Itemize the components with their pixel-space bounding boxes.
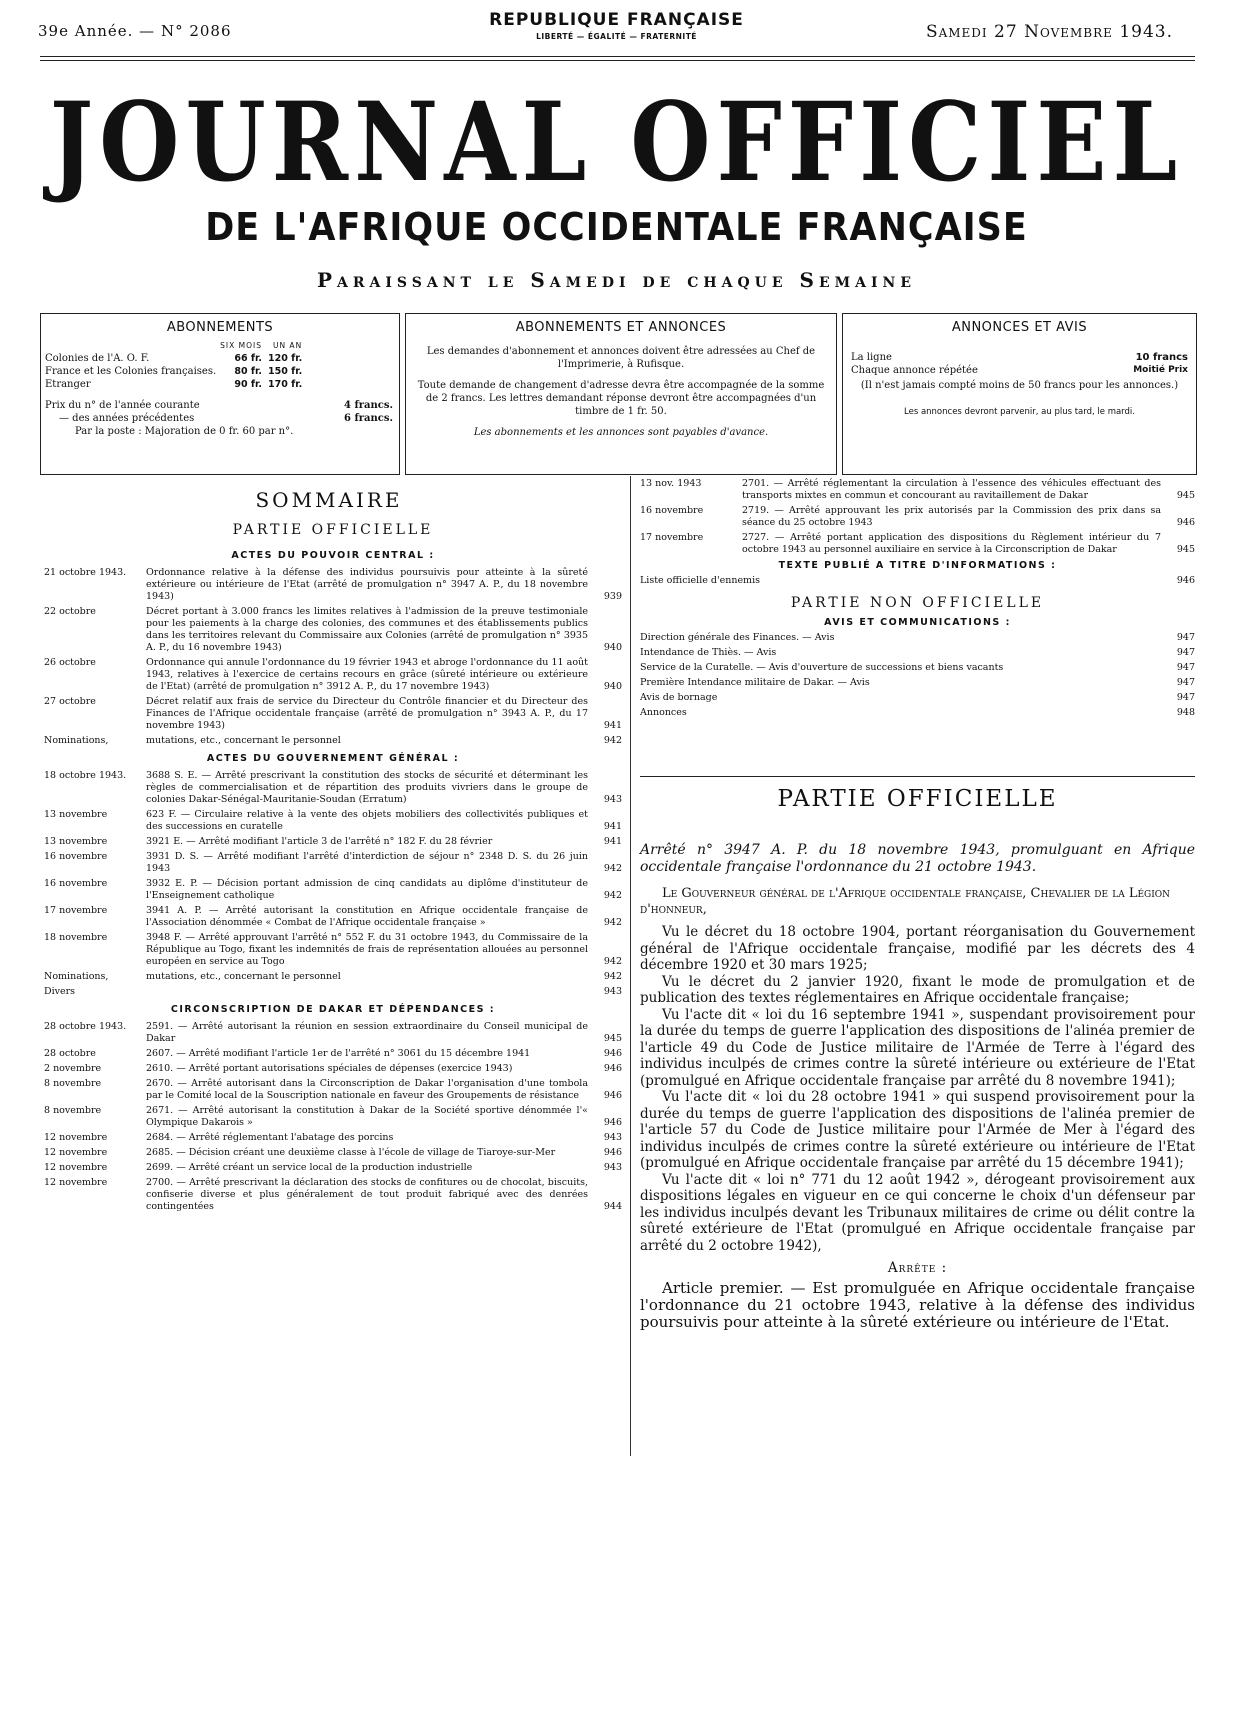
arrete-word: Arrête : xyxy=(887,1260,948,1276)
list-dakar xyxy=(44,1021,622,1213)
toc-entry-text: Décret relatif aux frais de service du Directeur du Contrôle financier et du Directeur des Finances de l'Afrique occidentale française (arrêté de promulgation n° 3943 A. P., du 17 novembre 1943) xyxy=(146,696,588,731)
toc-entry-page: 941 xyxy=(603,836,622,847)
toc-entry-date: Nominations, xyxy=(44,735,109,746)
toc-entry xyxy=(640,575,1195,587)
toc-entry-page: 939 xyxy=(603,591,622,602)
toc-entry-page: 942 xyxy=(603,735,622,746)
toc-entry-text: Avis de bornage xyxy=(640,692,718,703)
toc-entry xyxy=(44,1063,622,1075)
toc-entry-date: 12 novembre xyxy=(44,1132,108,1143)
toc-entry-date: 18 novembre xyxy=(44,932,108,943)
col-six-months: SIX MOIS xyxy=(220,341,262,350)
toc-entry-text: 3948 F. — Arrêté approuvant l'arrêté n° 552 F. du 31 octobre 1943, du Commissaire de la République au Togo, fixant les indemnités de frais de représentation allouées au personnel européen en service au Togo xyxy=(146,932,588,967)
republic-motto: LIBERTÉ — ÉGALITÉ — FRATERNITÉ xyxy=(536,32,697,41)
toc-entry-text: Service de la Curatelle. — Avis d'ouverture de successions et biens vacants xyxy=(640,662,1004,673)
toc-entry-date: 22 octobre xyxy=(44,606,96,617)
issue-prices: Prix du n° de l'année courante 4 francs. — des années précédentes 6 francs. Par la poste : Majoration de 0 fr. 60 par n°. xyxy=(45,400,393,437)
ads-title: ABONNEMENTS ET ANNONCES xyxy=(515,320,727,335)
toc-entry-date: 16 novembre xyxy=(44,878,108,889)
toc-entry-date: 21 octobre 1943. xyxy=(44,567,127,578)
toc-entry-date: 28 octobre xyxy=(44,1048,96,1059)
arrete-title: Arrêté n° 3947 A. P. du 18 novembre 1943, promulguant en Afrique occidentale française l'ordonnance du 21 octobre 1943. xyxy=(640,842,1195,875)
journal-tagline: Paraissant le Samedi de chaque Semaine xyxy=(316,268,917,292)
toc-entry-page: 943 xyxy=(603,986,622,997)
toc-entry-text: Direction générale des Finances. — Avis xyxy=(640,632,835,643)
subscriptions-box xyxy=(40,313,400,475)
toc-entry-page: 947 xyxy=(1176,647,1195,658)
toc-entry-text: Intendance de Thiès. — Avis xyxy=(640,647,777,658)
toc-entry xyxy=(44,1048,622,1060)
toc-entry-page: 945 xyxy=(1176,544,1195,555)
col-year: UN AN xyxy=(272,341,303,350)
toc-entry-text: 2699. — Arrêté créant un service local de la production industrielle xyxy=(146,1162,473,1173)
toc-entry-page: 946 xyxy=(603,1117,622,1128)
subscriptions-title: ABONNEMENTS xyxy=(166,320,274,335)
toc-entry-text: 3941 A. P. — Arrêté autorisant la constitution en Afrique occidentale française de l'Association dénommée « Combat de l'Afrique occidentale française » xyxy=(146,905,588,928)
toc-entry-text: 2607. — Arrêté modifiant l'article 1er de l'arrêté n° 3061 du 15 décembre 1941 xyxy=(146,1048,531,1059)
toc-entry-date: 26 octobre xyxy=(44,657,96,668)
toc-entry xyxy=(44,1162,622,1174)
toc-entry-text: Ordonnance relative à la défense des individus poursuivis pour atteinte à la sûreté extérieure ou intérieure de l'Etat (arrêté de promulgation n° 3947 A. P., du 18 novembre 1943) xyxy=(146,567,588,602)
toc-entry xyxy=(44,971,622,983)
toc-entry-page: 946 xyxy=(603,1048,622,1059)
toc-entry-text: 2719. — Arrêté approuvant les prix autorisés par la Commission des prix dans sa séance du 25 octobre 1943 xyxy=(742,505,1161,528)
toc-entry xyxy=(640,532,1195,556)
section-central: ACTES DU POUVOIR CENTRAL : xyxy=(231,550,435,561)
toc-entry xyxy=(44,606,622,654)
toc-entry xyxy=(640,677,1195,689)
toc-entry-text: 3921 E. — Arrêté modifiant l'article 3 de l'arrêté n° 182 F. du 28 février xyxy=(146,836,493,847)
toc-entry-page: 947 xyxy=(1176,662,1195,673)
toc-entry-date: 16 novembre xyxy=(44,851,108,862)
sommaire-partie-non-officielle: PARTIE NON OFFICIELLE xyxy=(790,595,1045,611)
toc-entry-page: 941 xyxy=(603,821,622,832)
toc-entry-page: 940 xyxy=(603,642,622,653)
issue-date: Samedi 27 Novembre 1943. xyxy=(925,22,1173,42)
toc-entry xyxy=(44,696,622,732)
sommaire-partie-officielle: PARTIE OFFICIELLE xyxy=(232,522,434,538)
toc-entry-page: 945 xyxy=(603,1033,622,1044)
toc-entry xyxy=(640,692,1195,704)
article-premier: Article premier. — Est promulguée en Afrique occidentale française l'ordonnance du 21 octobre 1943, relative à la défense des individus poursuivis pour atteinte à la sûreté extérieure ou intérieure de l'Etat. xyxy=(640,1279,1195,1331)
toc-entry-date: 12 novembre xyxy=(44,1177,108,1188)
toc-entry xyxy=(44,986,622,998)
toc-entry xyxy=(44,1132,622,1144)
toc-entry-page: 943 xyxy=(603,1132,622,1143)
toc-entry-date: 17 novembre xyxy=(640,532,704,543)
notices-box: ANNONCES ET AVIS La ligne 10 francs Chaque annonce répétée Moitié Prix (Il n'est jamais compté moins de 50 francs pour les annonces.) Les annonces devront parvenir, au plus tard, le mardi. xyxy=(842,313,1197,475)
toc-entry-date: 12 novembre xyxy=(44,1147,108,1158)
sommaire-end-rule xyxy=(640,776,1195,777)
toc-entry xyxy=(640,632,1195,644)
toc-entry xyxy=(44,809,622,833)
toc-entry-page: 942 xyxy=(603,956,622,967)
toc-entry-date: 12 novembre xyxy=(44,1162,108,1173)
section-info: TEXTE PUBLIÉ A TITRE D'INFORMATIONS : xyxy=(778,560,1057,571)
toc-entry-text: Décret portant à 3.000 francs les limites relatives à l'admission de la preuve testimoniale pour les paiements à la charge des colonies, des communes et des établissements publics dans les territoires relevant du Commissaire aux Colonies (arrêté de promulgation n° 3935 A. P., du 16 novembre 1943) xyxy=(146,606,588,653)
toc-entry-date: 13 novembre xyxy=(44,836,108,847)
section-general: ACTES DU GOUVERNEMENT GÉNÉRAL : xyxy=(206,753,460,764)
toc-entry xyxy=(44,836,622,848)
toc-entry xyxy=(44,657,622,693)
toc-entry xyxy=(44,1021,622,1045)
toc-entry-page: 946 xyxy=(603,1063,622,1074)
toc-entry xyxy=(640,662,1195,674)
toc-entry xyxy=(44,1078,622,1102)
toc-entry-page: 947 xyxy=(1176,692,1195,703)
toc-entry-page: 942 xyxy=(603,917,622,928)
partie-officielle xyxy=(640,786,1195,1331)
governor-line: Le Gouverneur général de l'Afrique occidentale française, Chevalier de la Légion d'honneur, xyxy=(640,886,1171,917)
toc-entry-date: 18 octobre 1943. xyxy=(44,770,127,781)
section-dakar: CIRCONSCRIPTION DE DAKAR ET DÉPENDANCES : xyxy=(170,1004,496,1015)
toc-entry-text: 2684. — Arrêté réglementant l'abatage des porcins xyxy=(146,1132,394,1143)
toc-entry-text: Liste officielle d'ennemis xyxy=(640,575,760,586)
toc-entry-date: Nominations, xyxy=(44,971,109,982)
toc-entry-text: 3931 D. S. — Arrêté modifiant l'arrêté d'interdiction de séjour n° 2348 D. S. du 26 juin 1943 xyxy=(146,851,588,874)
subscriptions-table xyxy=(45,339,308,391)
toc-entry-page: 947 xyxy=(1176,677,1195,688)
toc-entry-text: 2727. — Arrêté portant application des dispositions du Règlement intérieur du 7 octobre 1943 au personnel auxiliaire en service à la Circonscription de Dakar xyxy=(742,532,1161,555)
toc-entry-text: 3688 S. E. — Arrêté prescrivant la constitution des stocks de sécurité et déterminant les règles de commercialisation et de répartition des produits vivriers dans le groupe de colonies Dakar-Sénégal-Mauritanie-Soudan (Erratum) xyxy=(146,770,588,805)
table-row: Etranger 90 fr. 170 fr. xyxy=(45,379,303,390)
toc-entry-page: 948 xyxy=(1176,707,1195,718)
toc-entry-page: 946 xyxy=(1176,517,1195,528)
issue-number: 39e Année. — N° 2086 xyxy=(38,22,232,40)
toc-entry-date: Divers xyxy=(44,986,76,997)
journal-title: JOURNAL OFFICIEL xyxy=(49,78,1184,206)
list-general xyxy=(44,770,622,998)
toc-entry-text: 623 F. — Circulaire relative à la vente des objets mobiliers des collectivités publiques et des successions en curatelle xyxy=(146,809,588,832)
toc-entry-text: 2701. — Arrêté réglementant la circulation à l'essence des véhicules effectuant des transports mixtes en commun et concourant au ravitaillement de Dakar xyxy=(742,478,1161,501)
toc-entry xyxy=(44,1177,622,1213)
header-rule xyxy=(40,56,1195,57)
toc-entry xyxy=(44,770,622,806)
toc-entry-date: 17 novembre xyxy=(44,905,108,916)
considerants xyxy=(640,924,1195,1254)
considerant-paragraph: Vu le décret du 2 janvier 1920, fixant le mode de promulgation et de publication des textes réglementaires en Afrique occidentale française; xyxy=(640,973,1195,1006)
toc-entry-page: 945 xyxy=(1176,490,1195,501)
sommaire-title: SOMMAIRE xyxy=(255,488,403,512)
toc-entry-date: 28 octobre 1943. xyxy=(44,1021,127,1032)
toc-entry-page: 941 xyxy=(603,720,622,731)
toc-entry xyxy=(44,735,622,747)
toc-entry xyxy=(44,905,622,929)
toc-entry-text: 2591. — Arrêté autorisant la réunion en session extraordinaire du Conseil municipal de Dakar xyxy=(146,1021,588,1044)
section-avis: AVIS ET COMMUNICATIONS : xyxy=(824,617,1011,628)
toc-entry-text: mutations, etc., concernant le personnel xyxy=(146,735,341,746)
toc-entry xyxy=(640,647,1195,659)
considerant-paragraph: Vu le décret du 18 octobre 1904, portant réorganisation du Gouvernement général de l'Afrique occidentale française, modifié par les décrets des 4 décembre 1920 et 30 mars 1925; xyxy=(640,924,1195,973)
toc-entry-page: 946 xyxy=(603,1090,622,1101)
toc-entry xyxy=(44,932,622,968)
toc-entry xyxy=(44,851,622,875)
toc-entry-date: 8 novembre xyxy=(44,1105,102,1116)
toc-entry-text xyxy=(146,986,594,998)
toc-entry-date: 2 novembre xyxy=(44,1063,102,1074)
toc-entry xyxy=(44,878,622,902)
toc-entry xyxy=(44,1147,622,1159)
toc-entry-date: 16 novembre xyxy=(640,505,704,516)
sommaire-left xyxy=(44,522,622,1216)
toc-entry-page: 946 xyxy=(603,1147,622,1158)
list-central xyxy=(44,567,622,747)
toc-entry-text: 3932 E. P. — Décision portant admission de cinq candidats au diplôme d'instituteur de l'Enseignement catholique xyxy=(146,878,588,901)
toc-entry-page: 943 xyxy=(603,794,622,805)
partie-officielle-heading: PARTIE OFFICIELLE xyxy=(777,786,1058,812)
toc-entry-page: 946 xyxy=(1176,575,1195,586)
toc-entry-page: 943 xyxy=(603,1162,622,1173)
list-info xyxy=(640,575,1195,587)
toc-entry-text: Annonces xyxy=(640,707,687,718)
considerant-paragraph: Vu l'acte dit « loi du 28 octobre 1941 » qui suspend provisoirement pour la durée du temps de guerre l'application des dispositions de l'alinéa premier de l'article 57 du Code de Justice militaire pour l'Armée de Mer à l'égard des individus inculpés de crimes contre la sûreté extérieure ou intérieure de l'Etat (promulgué en Afrique occidentale française par arrêté du 15 décembre 1941); xyxy=(640,1089,1195,1171)
toc-entry-page: 942 xyxy=(603,890,622,901)
toc-entry-date: 8 novembre xyxy=(44,1078,102,1089)
toc-entry-text: 2700. — Arrêté prescrivant la déclaration des stocks de confitures ou de chocolat, biscuits, confiserie diverse et plus généralement de tout produit fabriqué avec des denrées contingentées xyxy=(146,1177,588,1212)
toc-entry-text: 2610. — Arrêté portant autorisations spéciales de dépenses (exercice 1943) xyxy=(146,1063,513,1074)
table-row: France et les Colonies françaises. 80 fr. 150 fr. xyxy=(45,366,303,377)
ads-box: ABONNEMENTS ET ANNONCES Les demandes d'abonnement et annonces doivent être adressées au Chef de l'Imprimerie, à Rufisque. Toute demande de changement d'adresse devra être accompagnée de la somme de 2 francs. Les lettres demandant réponse devront être accompagnées d'un timbre de 1 fr. 50. Les abonnements et les annonces sont payables d'avance. xyxy=(405,313,837,475)
toc-entry-page: 942 xyxy=(603,971,622,982)
header-rule-2 xyxy=(40,60,1195,61)
considerant-paragraph: Vu l'acte dit « loi n° 771 du 12 août 1942 », dérogeant provisoirement aux dispositions légales en vigueur en ce qui concerne le choix d'un défenseur par les individus inculpés devant les Tribunaux militaires de crime ou délit contre la sûreté extérieure de l'Etat (promulgué en Afrique occidentale française par arrêté du 2 octobre 1942), xyxy=(640,1171,1195,1254)
toc-entry-page: 944 xyxy=(603,1201,622,1212)
toc-entry-text: 2670. — Arrêté autorisant dans la Circonscription de Dakar l'organisation d'une tombola par le Comité local de la Souscription nationale en faveur des Groupements de résistance xyxy=(146,1078,588,1101)
table-row: Colonies de l'A. O. F. 66 fr. 120 fr. xyxy=(45,353,303,364)
toc-entry xyxy=(44,567,622,603)
toc-entry-text: Ordonnance qui annule l'ordonnance du 19 février 1943 et abroge l'ordonnance du 11 août 1943, relatives à l'exercice de certains recours en grâce (sûreté intérieure ou extérieure de l'Etat) (arrêté de promulgation n° 3912 A. P., du 17 novembre 1943) xyxy=(146,657,588,692)
sommaire-right xyxy=(640,478,1195,722)
toc-entry-text: 2685. — Décision créant une deuxième classe à l'école de village de Tiaroye-sur-Mer xyxy=(146,1147,556,1158)
toc-entry-page: 942 xyxy=(603,863,622,874)
toc-entry-text: Première Intendance militaire de Dakar. — Avis xyxy=(640,677,870,688)
considerant-paragraph: Vu l'acte dit « loi du 16 septembre 1941 », suspendant provisoirement pour la durée du temps de guerre l'application des dispositions de l'alinéa premier de l'article 49 du Code de Justice militaire de l'Armée de Terre à l'égard des individus inculpés de crimes contre la sûreté intérieure ou extérieure de l'Etat (promulgué en Afrique occidentale française par arrêté du 8 novembre 1941); xyxy=(640,1006,1195,1089)
toc-entry-page: 947 xyxy=(1176,632,1195,643)
toc-entry xyxy=(640,505,1195,529)
toc-entry-date: 13 novembre xyxy=(44,809,108,820)
list-right-dakar xyxy=(640,478,1195,556)
toc-entry-page: 940 xyxy=(603,681,622,692)
toc-entry-date: 13 nov. 1943 xyxy=(640,478,702,489)
toc-entry-date: 27 octobre xyxy=(44,696,96,707)
list-avis xyxy=(640,632,1195,719)
column-divider xyxy=(630,476,631,1456)
toc-entry-text: 2671. — Arrêté autorisant la constitution à Dakar de la Société sportive dénommée l'« Olympique Dakarois » xyxy=(146,1105,588,1128)
toc-entry xyxy=(640,478,1195,502)
toc-entry-text: mutations, etc., concernant le personnel xyxy=(146,971,341,982)
toc-entry xyxy=(640,707,1195,719)
journal-subtitle: DE L'AFRIQUE OCCIDENTALE FRANÇAISE xyxy=(205,206,1028,250)
republic-title: REPUBLIQUE FRANÇAISE xyxy=(489,10,744,30)
toc-entry xyxy=(44,1105,622,1129)
notices-title: ANNONCES ET AVIS xyxy=(951,320,1088,335)
